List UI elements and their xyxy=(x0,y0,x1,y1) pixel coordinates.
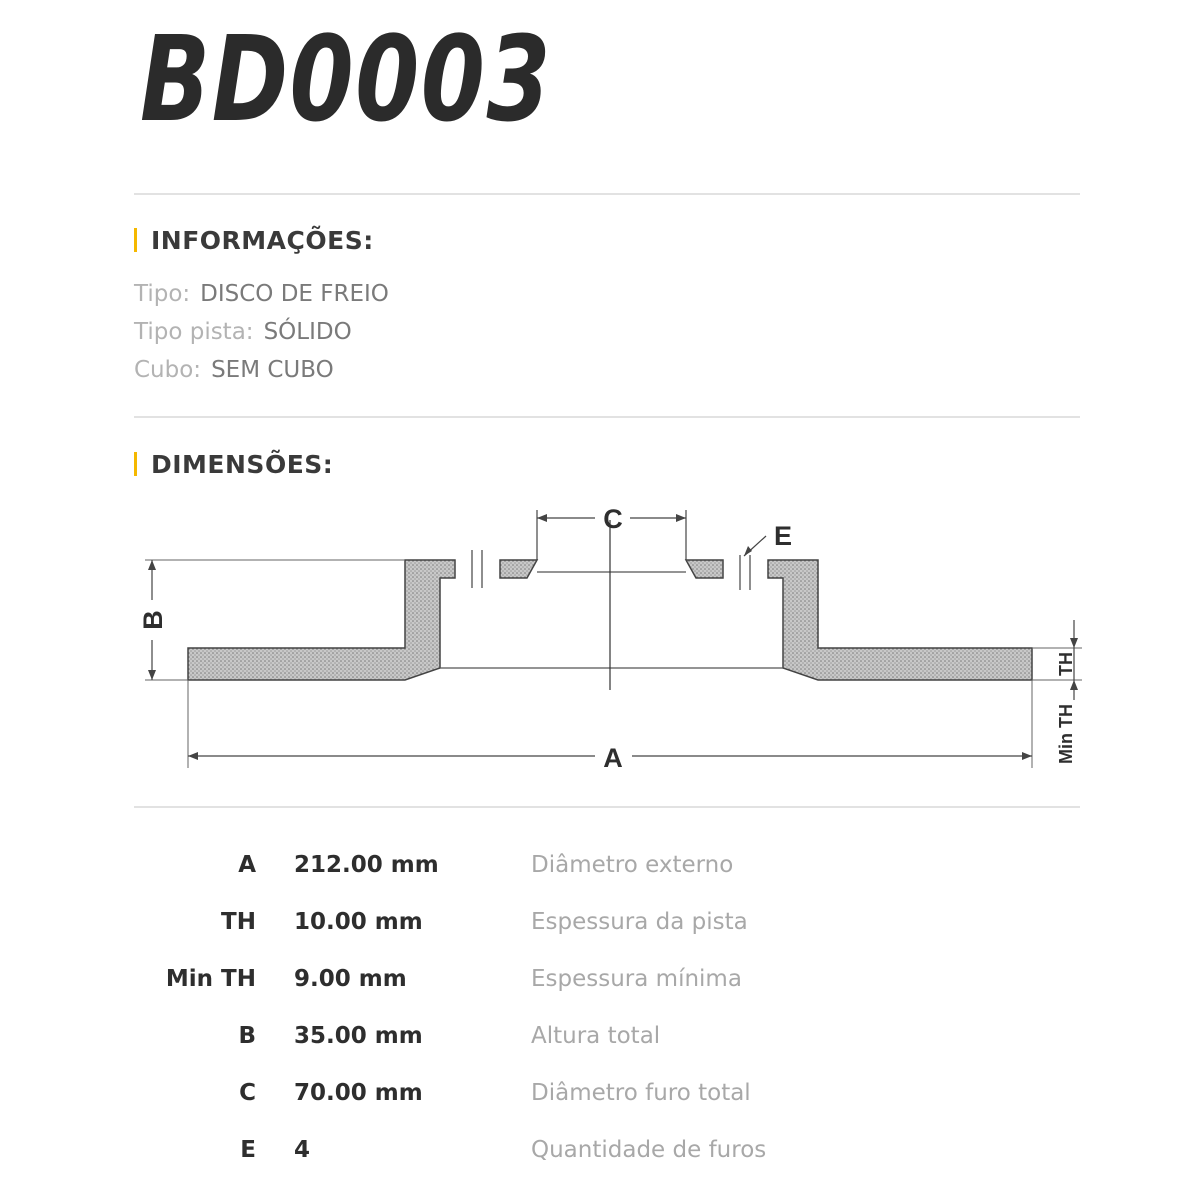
spec-value: 35.00 mm xyxy=(294,1023,423,1049)
info-row-type xyxy=(134,280,389,308)
dimensions-heading-text: DIMENSÕES: xyxy=(151,450,334,479)
info-section-heading xyxy=(134,226,374,255)
spec-code: B xyxy=(238,1023,256,1049)
info-row-track-type xyxy=(134,318,352,346)
arrowhead xyxy=(148,560,156,570)
spec-code: E xyxy=(240,1137,256,1163)
arrowhead xyxy=(1022,752,1032,760)
info-heading-text: INFORMAÇÕES: xyxy=(151,226,374,255)
arrowhead xyxy=(537,514,547,522)
spec-code: TH xyxy=(221,909,256,935)
hub-flange-left xyxy=(500,560,537,578)
info-label: Tipo pista: xyxy=(134,319,254,345)
spec-row xyxy=(0,1066,1200,1123)
diagram-label-a: A xyxy=(603,743,623,773)
disc-section-left xyxy=(188,560,455,680)
diagram-label-b: B xyxy=(138,610,168,630)
diagram-label-e: E xyxy=(773,521,793,551)
arrowhead xyxy=(676,514,686,522)
accent-bar xyxy=(134,228,137,252)
accent-bar xyxy=(134,452,137,476)
spec-row xyxy=(0,838,1200,895)
spec-value: 10.00 mm xyxy=(294,909,423,935)
disc-section-right xyxy=(768,560,1032,680)
info-row-hub xyxy=(134,356,334,384)
spec-row xyxy=(0,1123,1200,1180)
dimensions-section-heading xyxy=(134,450,333,479)
spec-description: Diâmetro externo xyxy=(531,852,734,878)
brake-disc-diagram xyxy=(0,495,1200,795)
diagram-label-c: C xyxy=(603,504,623,534)
spec-code: Min TH xyxy=(165,966,256,992)
arrowhead xyxy=(148,670,156,680)
spec-description: Altura total xyxy=(531,1023,661,1049)
spec-code: A xyxy=(238,852,256,878)
hub-flange-right xyxy=(686,560,723,578)
arrowhead xyxy=(1070,638,1078,648)
product-code-title: BD0003 xyxy=(140,10,553,148)
spec-code: C xyxy=(239,1080,256,1106)
spec-row xyxy=(0,952,1200,1009)
divider xyxy=(134,193,1080,195)
spec-description: Espessura da pista xyxy=(531,909,748,935)
info-label: Cubo: xyxy=(134,357,202,383)
spec-value: 212.00 mm xyxy=(294,852,439,878)
divider xyxy=(134,806,1080,808)
arrowhead xyxy=(744,546,752,556)
spec-description: Espessura mínima xyxy=(531,966,742,992)
info-value: SEM CUBO xyxy=(211,357,334,383)
spec-row xyxy=(0,1009,1200,1066)
info-value: DISCO DE FREIO xyxy=(200,281,389,307)
arrowhead xyxy=(1070,680,1078,690)
diagram-label-min-th: Min TH xyxy=(1056,704,1076,764)
spec-description: Diâmetro furo total xyxy=(531,1080,751,1106)
diagram-label-th: TH xyxy=(1056,652,1076,676)
info-label: Tipo: xyxy=(134,281,191,307)
arrowhead xyxy=(188,752,198,760)
info-value: SÓLIDO xyxy=(263,319,352,345)
spec-value: 4 xyxy=(294,1137,311,1163)
divider xyxy=(134,416,1080,418)
spec-description: Quantidade de furos xyxy=(531,1137,767,1163)
spec-value: 70.00 mm xyxy=(294,1080,423,1106)
spec-row xyxy=(0,895,1200,952)
spec-value: 9.00 mm xyxy=(294,966,407,992)
